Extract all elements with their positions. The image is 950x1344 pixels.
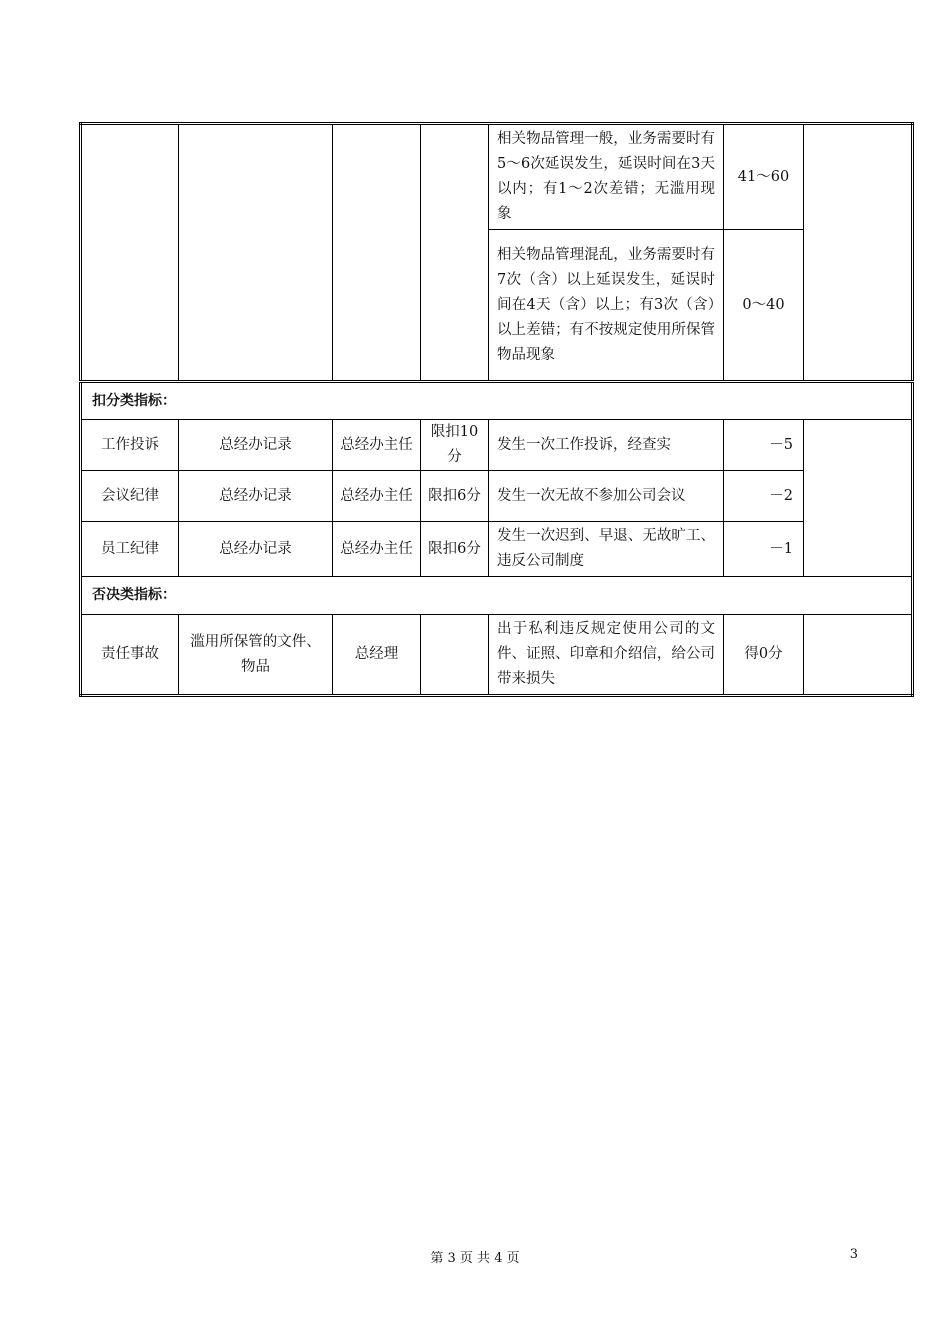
page-info: 第 3 页 共 4 页	[430, 1251, 520, 1266]
score-value: －5	[724, 420, 804, 471]
empty-cell	[81, 124, 179, 382]
evaluator: 总经办主任	[333, 420, 421, 471]
empty-cell	[179, 124, 333, 382]
data-source: 滥用所保管的文件、物品	[179, 615, 333, 696]
deduction-limit	[421, 615, 489, 696]
assessment-table	[79, 122, 914, 697]
page-number: 3	[849, 1247, 858, 1262]
empty-cell	[804, 124, 913, 382]
section-header-row	[81, 577, 913, 615]
data-source: 总经办记录	[179, 471, 333, 522]
indicator-name: 员工纪律	[81, 522, 179, 577]
evaluator: 总经办主任	[333, 522, 421, 577]
data-source: 总经办记录	[179, 522, 333, 577]
score-value: 得0分	[724, 615, 804, 696]
criteria-description: 发生一次迟到、早退、无故旷工、违反公司制度	[489, 522, 724, 577]
empty-cell	[804, 615, 913, 696]
indicator-name: 工作投诉	[81, 420, 179, 471]
table-row	[81, 420, 913, 471]
empty-cell	[421, 124, 489, 382]
score-range: 41～60	[724, 124, 804, 230]
criteria-description: 相关物品管理混乱，业务需要时有7次（含）以上延误发生，延误时间在4天（含）以上；有3次（含）以上差错；有不按规定使用所保管物品现象	[489, 230, 724, 382]
empty-cell	[333, 124, 421, 382]
score-value: －2	[724, 471, 804, 522]
section-title-deduction: 扣分类指标：	[81, 382, 913, 420]
empty-cell	[804, 420, 913, 577]
table-row	[81, 522, 913, 577]
evaluator: 总经办主任	[333, 471, 421, 522]
deduction-limit: 限扣6分	[421, 522, 489, 577]
table-row	[81, 471, 913, 522]
score-range: 0～40	[724, 230, 804, 382]
evaluator: 总经理	[333, 615, 421, 696]
criteria-description: 出于私利违反规定使用公司的文件、证照、印章和介绍信，给公司带来损失	[489, 615, 724, 696]
section-header-row	[81, 382, 913, 420]
data-source: 总经办记录	[179, 420, 333, 471]
indicator-name: 会议纪律	[81, 471, 179, 522]
criteria-description: 相关物品管理一般，业务需要时有5～6次延误发生，延误时间在3天以内；有1～2次差错；无滥用现象	[489, 124, 724, 230]
score-value: －1	[724, 522, 804, 577]
criteria-description: 发生一次工作投诉，经查实	[489, 420, 724, 471]
indicator-name: 责任事故	[81, 615, 179, 696]
table-row	[81, 124, 913, 230]
deduction-limit: 限扣10分	[421, 420, 489, 471]
deduction-limit: 限扣6分	[421, 471, 489, 522]
table-row	[81, 615, 913, 696]
section-title-veto: 否决类指标：	[81, 577, 913, 615]
assessment-table-wrapper	[79, 122, 911, 697]
criteria-description: 发生一次无故不参加公司会议	[489, 471, 724, 522]
